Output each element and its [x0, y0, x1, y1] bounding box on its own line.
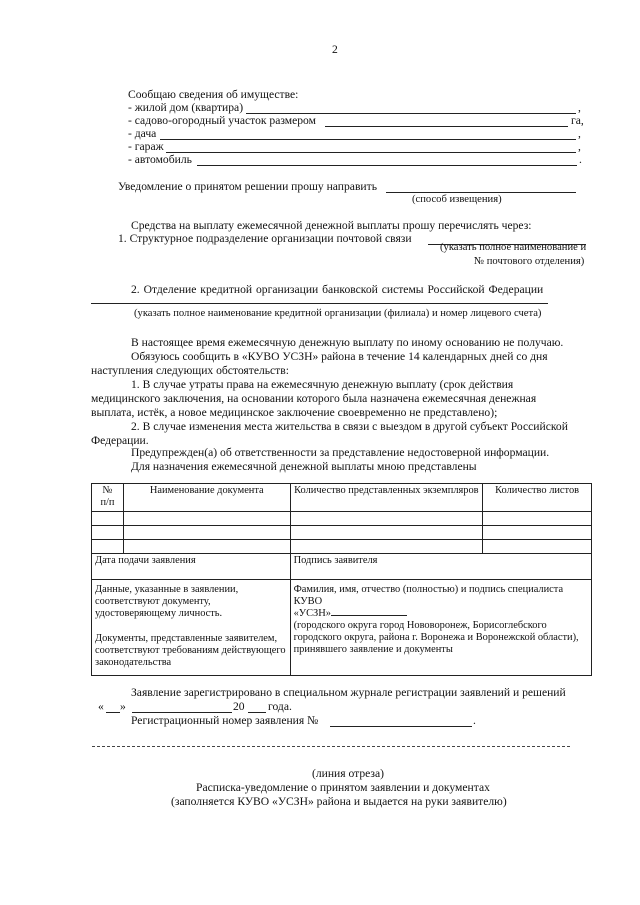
registration-number-label: Регистрационный номер заявления №	[131, 714, 319, 727]
payment-option2-hint: (указать полное наименование кредитной организации (филиала) и номер лицевого счета)	[134, 308, 542, 319]
table-specialist-row	[92, 580, 592, 676]
cut-line	[92, 746, 570, 747]
verification-cell	[92, 580, 291, 676]
property-car-label: - автомобиль	[128, 153, 192, 166]
registration-date-mid: »	[120, 700, 126, 713]
registration-year-suffix: года.	[268, 700, 292, 713]
cut-label: (линия отреза)	[312, 767, 385, 780]
statement-docs-intro: Для назначения ежемесячной денежной выплаты мною представлены	[131, 460, 477, 473]
statement-item1-line1: 1. В случае утраты права на ежемесячную денежную выплату (срок действия	[131, 378, 514, 391]
property-garage-field[interactable]	[166, 152, 576, 153]
receipt-note: (заполняется КУВО «УСЗН» района и выдается на руки заявителю)	[171, 795, 507, 808]
verification-documents-text: Документы, представленные заявителем, соответствуют требованиям действующего законодательства	[95, 633, 286, 668]
property-house-suffix: ,	[578, 101, 581, 114]
payment-intro: Средства на выплату ежемесячной денежной выплаты прошу перечислять через:	[131, 219, 532, 232]
payment-option2: 2. Отделение кредитной организации банковской системы Российской Федерации	[131, 283, 544, 296]
notification-method-field[interactable]	[386, 192, 576, 193]
date-label-cell[interactable]: Дата подачи заявления	[92, 554, 291, 580]
statement-item2-line2: Федерации.	[91, 434, 149, 447]
header-number: № п/п	[92, 484, 124, 512]
property-garden-suffix: га,	[571, 114, 584, 127]
header-sheets: Количество листов	[483, 484, 592, 512]
property-dacha-field[interactable]	[160, 139, 576, 140]
statement-item1-line2: медицинского заключения, на основании которого была назначена ежемесячная денежная	[91, 392, 537, 405]
statement-circumstances: наступления следующих обстоятельств:	[91, 364, 289, 377]
statement-item1-line3: выплата, истёк, а новое медицинское заключение своевременно не представлено);	[91, 406, 498, 419]
property-garden-field[interactable]	[325, 126, 568, 127]
signature-label-cell[interactable]: Подпись заявителя	[290, 554, 591, 580]
registration-year-prefix: 20	[233, 700, 245, 713]
registration-date-open: «	[98, 700, 104, 713]
property-heading: Сообщаю сведения об имуществе:	[128, 88, 299, 101]
payment-option2-field[interactable]	[91, 303, 548, 304]
statement-not-receiving: В настоящее время ежемесячную денежную выплату по иному основанию не получаю.	[131, 336, 564, 349]
specialist-title: Фамилия, имя, отчество (полностью) и подпись специалиста	[293, 584, 564, 595]
specialist-org-1: КУВО	[293, 596, 323, 607]
property-house-label: - жилой дом (квартира)	[128, 101, 244, 114]
notification-hint: (способ извещения)	[412, 194, 502, 205]
statement-item2-line1: 2. В случае изменения места жительства в связи с выездом в другой субъект Российской	[131, 420, 568, 433]
registration-number-field[interactable]	[330, 726, 472, 727]
registration-number-dot: .	[473, 714, 476, 727]
specialist-cell[interactable]	[290, 580, 591, 676]
property-garage-label: - гараж	[128, 140, 164, 153]
property-garden-label: - садово-огородный участок размером	[128, 114, 316, 127]
registration-year-field[interactable]	[248, 712, 266, 713]
registration-month-field[interactable]	[132, 712, 232, 713]
property-car-field[interactable]	[197, 165, 577, 166]
verification-identity-text: Данные, указанные в заявлении, соответствуют документу, удостоверяющему личность.	[95, 584, 239, 619]
property-dacha-label: - дача	[128, 127, 157, 140]
header-document-name: Наименование документа	[123, 484, 290, 512]
payment-option1: 1. Структурное подразделение организации почтовой связи	[118, 232, 412, 245]
statement-warned: Предупрежден(а) об ответственности за представление недостоверной информации.	[131, 446, 550, 459]
receipt-title: Расписка-уведомление о принятом заявлении и документах	[196, 781, 490, 794]
registration-line1: Заявление зарегистрировано в специальном журнале регистрации заявлений и решений	[131, 686, 566, 699]
table-date-signature-row	[92, 554, 592, 580]
property-car-suffix: .	[579, 153, 582, 166]
specialist-org-details: (городского округа город Нововоронеж, Борисоглебского городского округа, района г. Воронежа и Воронежской области), принявшего заявление и документы	[293, 620, 579, 655]
payment-option1-hint-2: № почтового отделения)	[474, 256, 585, 267]
table-row[interactable]	[92, 540, 592, 554]
table-row[interactable]	[92, 526, 592, 540]
header-copies: Количество представленных экземпляров	[290, 484, 483, 512]
payment-option1-hint-1: (указать полное наименование и	[440, 242, 587, 253]
property-garage-suffix: ,	[578, 140, 581, 153]
property-dacha-suffix: ,	[578, 127, 581, 140]
page-number: 2	[332, 43, 338, 56]
registration-day-field[interactable]	[106, 712, 120, 713]
table-header-row	[92, 484, 592, 512]
specialist-org-2: «УСЗН»	[294, 608, 588, 620]
notification-text: Уведомление о принятом решении прошу направить	[118, 180, 377, 193]
documents-table	[91, 483, 592, 676]
table-row[interactable]	[92, 512, 592, 526]
statement-obligation: Обязуюсь сообщить в «КУВО УСЗН» района в течение 14 календарных дней со дня	[131, 350, 548, 363]
